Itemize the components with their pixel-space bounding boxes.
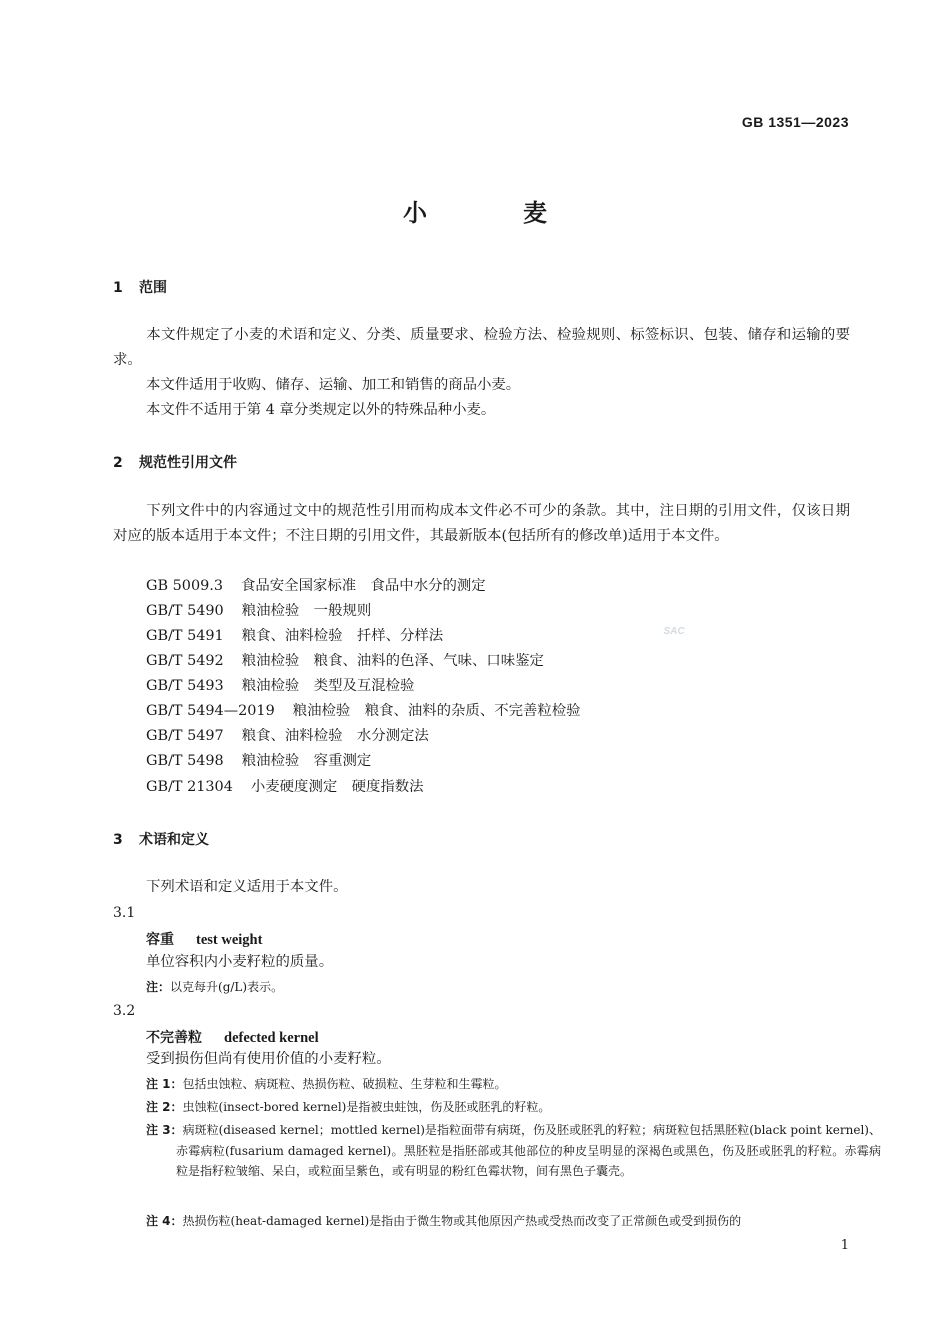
- title-char-1: 小: [403, 198, 427, 227]
- section-1-paragraph-1: 本文件规定了小麦的术语和定义、分类、质量要求、检验方法、检验规则、标签标识、包装、储存和运输的要求。: [113, 327, 850, 368]
- term-note: 注：以克每升(g/L)表示。: [146, 980, 284, 994]
- section-1-heading: [113, 277, 167, 297]
- term-note: 注 1：包括虫蚀粒、病斑粒、热损伤粒、破损粒、生芽粒和生霉粒。: [146, 1077, 507, 1091]
- section-2-heading: [113, 452, 237, 472]
- section-number: 3: [113, 832, 123, 848]
- term-number: 3.1: [113, 905, 136, 921]
- page-number: 1: [840, 1238, 849, 1253]
- section-1-paragraph-3: 本文件不适用于第 4 章分类规定以外的特殊品种小麦。: [146, 402, 496, 418]
- term-chinese: 不完善粒: [146, 1030, 202, 1046]
- term-english: test weight: [196, 932, 263, 948]
- term-chinese: 容重: [146, 932, 174, 948]
- section-title: 规范性引用文件: [139, 455, 237, 471]
- term-note: 注 4：热损伤粒(heat-damaged kernel)是指由于微生物或其他原因产热或受热而改变了正常颜色或受到损伤的: [146, 1214, 742, 1228]
- term-english: defected kernel: [224, 1030, 319, 1046]
- section-number: 1: [113, 280, 123, 296]
- reference-item: GB/T 5498 粮油检验 容重测定: [146, 753, 372, 769]
- reference-item: GB/T 5494—2019 粮油检验 粮食、油料的杂质、不完善粒检验: [146, 703, 581, 719]
- section-3-intro: 下列术语和定义适用于本文件。: [146, 879, 348, 895]
- section-2-intro: 下列文件中的内容通过文中的规范性引用而构成本文件必不可少的条款。其中，注日期的引用文件，仅该日期对应的版本适用于本文件；不注日期的引用文件，其最新版本(包括所有的修改单)适用于本文件。: [113, 503, 850, 544]
- reference-item: GB/T 5491 粮食、油料检验 扦样、分样法: [146, 628, 444, 644]
- section-number: 2: [113, 455, 123, 471]
- term-definition: 单位容积内小麦籽粒的质量。: [146, 954, 334, 970]
- section-title: 范围: [139, 280, 167, 296]
- section-1-paragraph-2: 本文件适用于收购、储存、运输、加工和销售的商品小麦。: [146, 377, 521, 393]
- document-number: GB 1351—2023: [741, 114, 849, 130]
- term-definition: 受到损伤但尚有使用价值的小麦籽粒。: [146, 1051, 391, 1067]
- reference-item: GB/T 5493 粮油检验 类型及互混检验: [146, 678, 415, 694]
- section-title: 术语和定义: [139, 832, 209, 848]
- sac-watermark: SAC: [663, 626, 685, 637]
- reference-item: GB 5009.3 食品安全国家标准 食品中水分的测定: [146, 578, 486, 594]
- reference-item: GB/T 5492 粮油检验 粮食、油料的色泽、气味、口味鉴定: [146, 653, 544, 669]
- term-note: 注 3：病斑粒(diseased kernel；mottled kernel)是指粒面带有病斑，伤及胚或胚乳的籽粒；病斑粒包括黑胚粒(black point kernel)、赤霉病粒(fusarium damaged kernel)。黑胚粒是指胚部或其他部位的种皮呈明显的深褐色或黑色，伤及胚或胚乳的籽粒。赤霉病粒是指籽粒皱缩、呆白，或粒面呈紫色，或有明显的粉红色霉状物，间有黑色子囊壳。: [146, 1123, 881, 1178]
- reference-item: GB/T 5490 粮油检验 一般规则: [146, 603, 372, 619]
- term-number: 3.2: [113, 1003, 136, 1019]
- page-title: [0, 193, 950, 228]
- term-heading: [146, 1027, 319, 1047]
- term-note: 注 2：虫蚀粒(insect-bored kernel)是指被虫蛀蚀，伤及胚或胚乳的籽粒。: [146, 1100, 551, 1114]
- reference-item: GB/T 21304 小麦硬度测定 硬度指数法: [146, 779, 424, 795]
- term-heading: [146, 929, 262, 949]
- reference-item: GB/T 5497 粮食、油料检验 水分测定法: [146, 728, 429, 744]
- section-3-heading: [113, 829, 209, 849]
- title-char-2: 麦: [523, 198, 547, 227]
